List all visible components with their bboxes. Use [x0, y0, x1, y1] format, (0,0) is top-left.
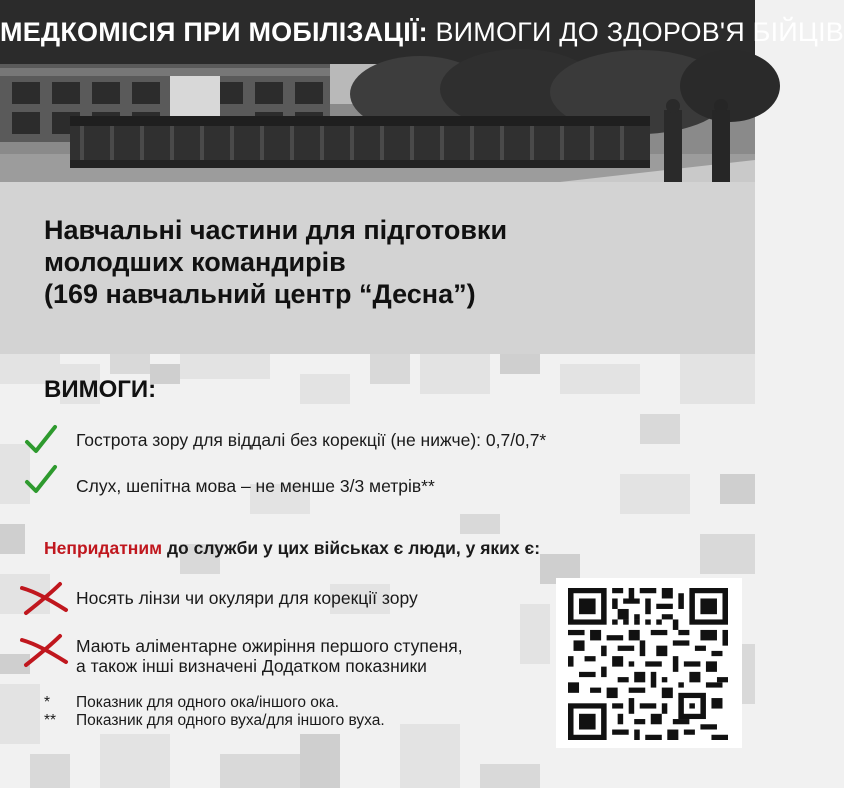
- qr-code[interactable]: [556, 578, 742, 748]
- unit-title: [44, 214, 724, 310]
- requirement-text: Гострота зору для віддалі без корекції (не нижче): 0,7/0,7*: [76, 430, 547, 450]
- unfit-heading: [44, 538, 540, 559]
- cross-icon: [18, 580, 70, 616]
- unfit-heading-rest: до служби у цих військах є люди, у яких є:: [162, 538, 541, 558]
- cross-icon: [18, 632, 70, 668]
- footnote-text: Показник для одного вуха/для іншого вуха.: [76, 712, 385, 729]
- requirements-heading: ВИМОГИ:: [44, 376, 157, 403]
- requirement-text: Слух, шепітна мова – не менше 3/3 метрів**: [76, 476, 435, 496]
- unfit-item: [76, 636, 463, 676]
- footnote-mark: **: [44, 712, 57, 729]
- unfit-word: Непридатним: [44, 538, 163, 558]
- footnote: [44, 712, 385, 730]
- unit-title-line-3: (169 навчальний центр “Десна”): [44, 279, 476, 309]
- unfit-item: [76, 588, 418, 608]
- unfit-text-line-1: Мають аліментарне ожиріння першого ступеня,: [76, 636, 463, 656]
- header-title-rest: ВИМОГИ ДО ЗДОРОВ'Я БІЙЦІВ: [427, 17, 844, 47]
- header-title-bold: МЕДКОМІСІЯ ПРИ МОБІЛІЗАЦІЇ:: [0, 17, 428, 47]
- footnote-mark: *: [44, 694, 51, 711]
- requirement-item: [76, 476, 435, 496]
- unit-title-line-2: молодших командирів: [44, 247, 346, 277]
- unfit-text-line-2: а також інші визначені Додатком показники: [76, 656, 427, 676]
- check-icon: [24, 424, 58, 456]
- check-icon: [24, 464, 58, 496]
- footnote-text: Показник для одного ока/іншого ока.: [76, 694, 339, 711]
- unfit-text: Носять лінзи чи окуляри для корекції зору: [76, 588, 418, 608]
- requirement-item: [76, 430, 546, 450]
- unit-title-band: [0, 182, 755, 354]
- unit-title-line-1: Навчальні частини для підготовки: [44, 215, 508, 245]
- qr-code-icon: [568, 588, 728, 740]
- formation-photo: [0, 64, 755, 182]
- footnote: [44, 694, 339, 712]
